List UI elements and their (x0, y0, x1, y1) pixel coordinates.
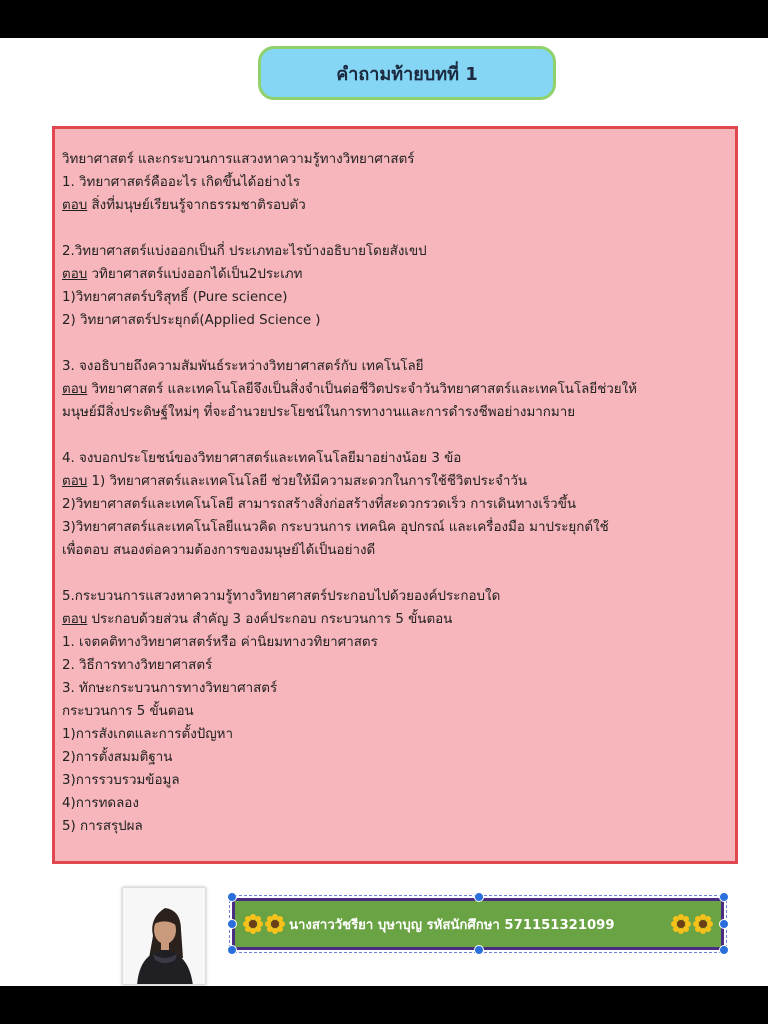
student-photo (122, 887, 206, 985)
answer-5-item: 1)การสังเกตและการตั้งปัญหา (62, 727, 233, 742)
answer-text: วิทยาศาสตร์ และเทคโนโลยีจึงเป็นสิ่งจำเป็นต่อชีวิตประจำวันวิทยาศาสตร์และเทคโนโลยีช่วยให้ (87, 382, 638, 397)
sunflower-group-right (671, 914, 713, 934)
answer-3-continued: มนุษย์มีสิ่งประดิษฐ์ใหม่ๆ ที่จะอำนวยประโยชน์ในการทางานและการดำรงชีพอย่างมากมาย (62, 405, 576, 420)
resize-handle[interactable] (227, 892, 237, 902)
answer-label: ตอบ (62, 474, 88, 489)
answer-5-item: กระบวนการ 5 ขั้นตอน (62, 704, 194, 719)
question-2: 2.วิทยาศาสตร์แบ่งออกเป็นกี่ ประเภทอะไรบ้างอธิบายโดยสังเขป (62, 244, 427, 259)
qa-content-box (52, 126, 738, 864)
answer-label: ตอบ (62, 198, 88, 213)
answer-text: วทิยาศาสตร์แบ่งออกได้เป็น2ประเภท (87, 267, 303, 282)
answer-label: ตอบ (62, 382, 88, 397)
answer-5-item: 5) การสรุปผล (62, 819, 143, 834)
resize-handle[interactable] (227, 945, 237, 955)
question-5: 5.กระบวนการแสวงหาความรู้ทางวิทยาศาสตร์ประกอบไปด้วยองค์ประกอบใด (62, 589, 501, 604)
answer-label: ตอบ (62, 612, 88, 627)
answer-4-item: 2)วิทยาศาสตร์และเทคโนโลยี สามารถสร้างสิ่งก่อสร้างที่สะดวกรวดเร็ว การเดินทางเร็วขึ้น (62, 497, 577, 512)
answer-1 (62, 194, 729, 217)
student-name-text: นางสาววัชรียา บุษาบุญ รหัสนักศึกษา 571151321099 (289, 917, 615, 933)
answer-text: สิ่งที่มนุษย์เรียนรู้จากธรรมชาติรอบตัว (87, 198, 306, 213)
sunflower-icon (671, 914, 691, 934)
answer-text: 1) วิทยาศาสตร์และเทคโนโลยี ช่วยให้มีความสะดวกในการใช้ชีวิตประจำวัน (87, 474, 528, 489)
section-heading: วิทยาศาสตร์ และกระบวนการแสวงหาความรู้ทางวิทยาศาสตร์ (62, 152, 415, 167)
answer-5 (62, 608, 729, 631)
answer-2 (62, 263, 729, 286)
resize-handle[interactable] (719, 945, 729, 955)
answer-5-item: 4)การทดลอง (62, 796, 139, 811)
document-page (0, 38, 768, 986)
resize-handle[interactable] (719, 892, 729, 902)
answer-4-item: 3)วิทยาศาสตร์และเทคโนโลยีแนวคิด กระบวนการ เทคนิค อุปกรณ์ และเครื่องมือ มาประยุกต์ใช้ (62, 520, 609, 535)
title-banner (258, 46, 556, 100)
answer-text: ประกอบด้วยส่วน สำคัญ 3 องค์ประกอบ กระบวนการ 5 ขั้นตอน (87, 612, 453, 627)
portrait-image (123, 888, 206, 985)
answer-label: ตอบ (62, 267, 88, 282)
answer-2-item: 2) วิทยาศาสตร์ประยุกต์(Applied Science ) (62, 313, 321, 328)
answer-5-item: 2)การตั้งสมมติฐาน (62, 750, 173, 765)
page-title: คำถามท้ายบทที่ 1 (336, 63, 478, 85)
answer-5-item: 3. ทักษะกระบวนการทางวิทยาศาสตร์ (62, 681, 278, 696)
resize-handle[interactable] (227, 919, 237, 929)
question-4: 4. จงบอกประโยชน์ของวิทยาศาสตร์และเทคโนโลยีมาอย่างน้อย 3 ข้อ (62, 451, 462, 466)
question-3: 3. จงอธิบายถึงความสัมพันธ์ระหว่างวิทยาศาสตร์กับ เทคโนโลยี (62, 359, 424, 374)
question-1: 1. วิทยาศาสตร์คืออะไร เกิดขึ้นได้อย่างไร (62, 175, 301, 190)
resize-handle[interactable] (474, 892, 484, 902)
answer-5-item: 1. เจตคติทางวิทยาศาสตร์หรือ ค่านิยมทางวทิยาศาสตร (62, 635, 378, 650)
sunflower-icon (265, 914, 285, 934)
sunflower-icon (693, 914, 713, 934)
answer-4 (62, 470, 729, 493)
sunflower-group-left (243, 914, 285, 934)
answer-4-item: เพื่อตอบ สนองต่อความต้องการของมนุษย์ได้เป็นอย่างดี (62, 543, 376, 558)
answer-2-item: 1)วิทยาศาสตร์บริสุทธิ์ (Pure science) (62, 290, 288, 305)
answer-5-item: 3)การรวบรวมข้อมูล (62, 773, 180, 788)
sunflower-icon (243, 914, 263, 934)
resize-handle[interactable] (474, 945, 484, 955)
resize-handle[interactable] (719, 919, 729, 929)
student-name-banner (232, 898, 724, 950)
answer-5-item: 2. วิธีการทางวิทยาศาสตร์ (62, 658, 213, 673)
answer-3 (62, 378, 729, 401)
